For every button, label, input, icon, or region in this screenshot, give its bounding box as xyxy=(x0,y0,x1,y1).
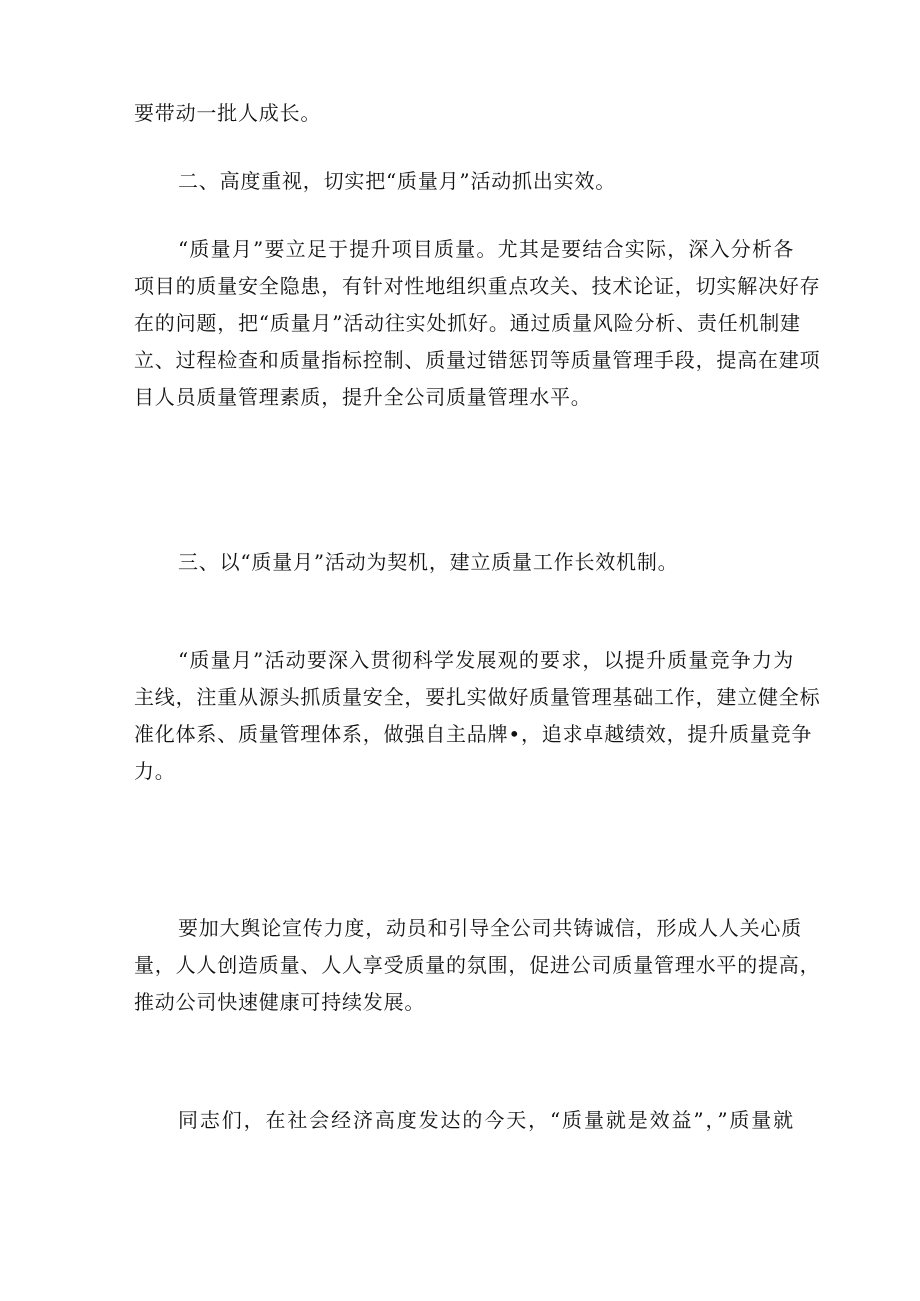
heading-text: 二、高度重视，切实把“质量月”活动抓出实效。 xyxy=(178,169,617,193)
paragraph-continuation xyxy=(134,95,794,132)
text-line: “质量月”活动要深入贯彻科学发展观的要求，以提升质量竞争力为 xyxy=(178,648,794,672)
paragraph-long-term-mechanism xyxy=(134,642,821,790)
paragraph-closing xyxy=(134,1102,794,1139)
text-line: “质量月”要立足于提升项目质量。尤其是要结合实际，深入分析各 xyxy=(178,237,794,261)
text-line: 项目的质量安全隐患，有针对性地组织重点攻关、技术论证，切实解决好存 xyxy=(134,274,821,298)
paragraph-public-opinion xyxy=(134,910,821,1021)
text-line: 主线，注重从源头抓质量安全，要扎实做好质量管理基础工作，建立健全标 xyxy=(134,685,821,709)
section-heading-2 xyxy=(134,163,794,200)
paragraph-quality-month-goals xyxy=(134,231,821,416)
text-line: 同志们，在社会经济高度发达的今天，“质量就是效益”，”质量就 xyxy=(178,1108,794,1132)
text-line: 要加大舆论宣传力度，动员和引导全公司共铸诚信，形成人人关心质 xyxy=(178,916,802,940)
text-line: 力。 xyxy=(134,759,176,783)
text-line: 目人员质量管理素质，提升全公司质量管理水平。 xyxy=(134,385,592,409)
text-line: 推动公司快速健康可持续发展。 xyxy=(134,990,426,1014)
heading-text: 三、以“质量月”活动为契机，建立质量工作长效机制。 xyxy=(178,550,679,574)
text-line: 量，人人创造质量、人人享受质量的氛围，促进公司质量管理水平的提高， xyxy=(134,953,821,977)
text-line: 立、过程检查和质量指标控制、质量过错惩罚等质量管理手段，提高在建项 xyxy=(134,348,821,372)
text-line: 要带动一批人成长。 xyxy=(134,101,322,125)
text-line: 准化体系、质量管理体系，做强自主品牌•，追求卓越绩效，提升质量竞争 xyxy=(134,722,813,746)
text-line: 在的问题，把“质量月”活动往实处抓好。通过质量风险分析、责任机制建 xyxy=(134,311,801,335)
section-heading-3 xyxy=(134,544,794,581)
